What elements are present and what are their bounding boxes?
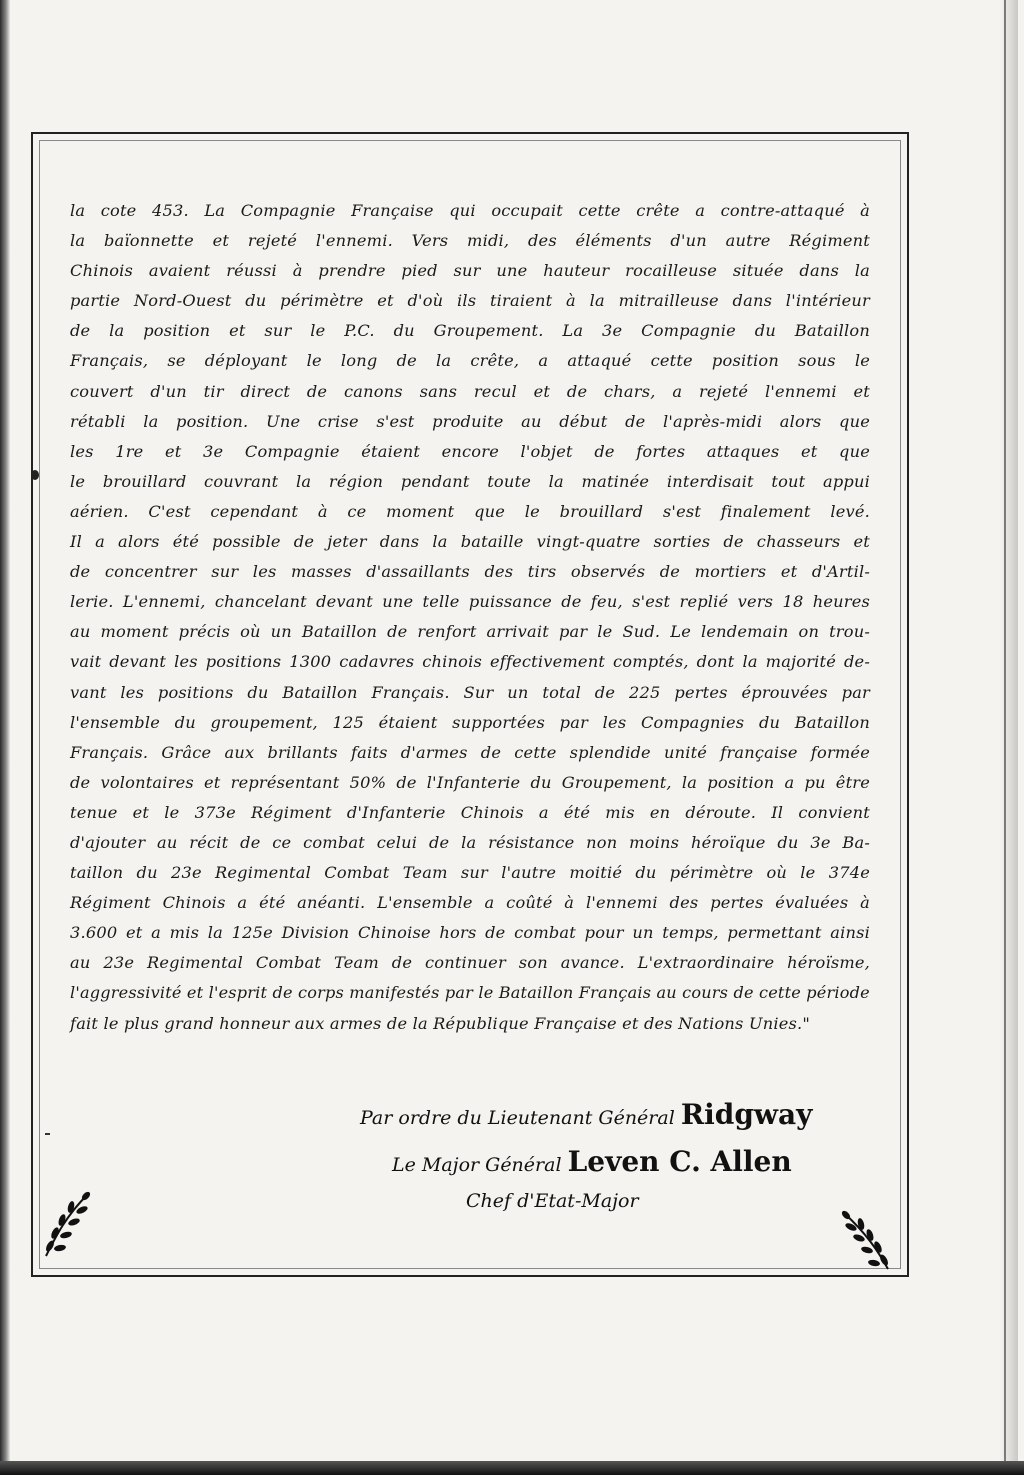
body-text-line: partie Nord-Ouest du périmètre et d'où ils tiraient à la mitrailleuse dans l'intérieur [70,291,870,311]
body-text-line: fait le plus grand honneur aux armes de la République Française et des Nations Unies." [70,1013,810,1033]
body-text-line: vant les positions du Bataillon Français. Sur un total de 225 pertes éprouvées par [70,682,870,702]
laurel-branch-icon [832,1205,898,1275]
body-text-line: au 23e Regimental Combat Team de continuer son avance. L'extraordinaire héroïsme, [70,953,870,973]
body-text-line: de volontaires et représentant 50% de l'Infanterie du Groupement, la position a pu être [70,772,870,792]
signature-major-prefix: Le Major Général [392,1154,562,1176]
body-text-line: rétabli la position. Une crise s'est produite au début de l'après-midi alors que [70,411,870,431]
page-gutter-shadow [0,0,10,1475]
citation-body-text [70,196,870,1039]
signature-name-allen: Leven C. Allen [567,1145,792,1178]
body-text-line: de concentrer sur les masses d'assaillants des tirs observés de mortiers et d'Artil- [70,562,870,582]
signature-order-prefix: Par ordre du Lieutenant Général [360,1107,675,1129]
body-text-line: Français, se déployant le long de la crête, a attaqué cette position sous le [70,351,870,371]
body-text-line: aérien. C'est cependant à ce moment que le brouillard s'est finalement levé. [70,501,870,521]
body-text-line: 3.600 et a mis la 125e Division Chinoise hors de combat pour un temps, permettant ainsi [70,923,870,943]
signature-line-major [392,1145,792,1178]
body-text-line: vait devant les positions 1300 cadavres chinois effectivement comptés, dont la majorité de- [70,652,870,672]
body-text-line: taillon du 23e Regimental Combat Team sur l'autre moitié du périmètre où le 374e [70,863,870,883]
margin-mark [31,470,39,480]
body-text-line: couvert d'un tir direct de canons sans recul et de chars, a rejeté l'ennemi et [70,381,870,401]
body-text-line: la cote 453. La Compagnie Française qui occupait cette crête a contre-attaqué à [70,201,870,220]
margin-tick [45,1133,50,1135]
body-text-line: tenue et le 373e Régiment d'Infanterie Chinois a été mis en déroute. Il convient [70,802,870,822]
body-text-line: lerie. L'ennemi, chancelant devant une telle puissance de feu, s'est replié vers 18 heures [70,592,870,612]
body-text-line: l'aggressivité et l'esprit de corps manifestés par le Bataillon Français au cours de cette période [70,983,870,1003]
body-text-line: Régiment Chinois a été anéanti. L'ensemble a coûté à l'ennemi des pertes évaluées à [70,893,870,913]
body-text-line: d'ajouter au récit de ce combat celui de la résistance non moins héroïque du 3e Ba- [70,832,870,852]
body-text-line: l'ensemble du groupement, 125 étaient supportées par les Compagnies du Bataillon [70,712,870,732]
body-text-line: les 1re et 3e Compagnie étaient encore l'objet de fortes attaques et que [70,441,870,461]
body-text-line: Français. Grâce aux brillants faits d'armes de cette splendide unité française formée [70,742,870,762]
body-text-line: la baïonnette et rejeté l'ennemi. Vers midi, des éléments d'un autre Régiment [70,231,870,251]
page-edge-line [1004,0,1006,1475]
signature-name-ridgway: Ridgway [680,1098,813,1131]
page-bottom-shadow [0,1461,1024,1475]
signature-line-order [360,1098,812,1131]
page-edge [1000,0,1018,1475]
laurel-branch-icon [36,1186,102,1262]
body-text-line: Chinois avaient réussi à prendre pied sur une hauteur rocailleuse située dans la [70,261,870,281]
signature-line-title: Chef d'Etat-Major [466,1190,639,1212]
body-text-line: Il a alors été possible de jeter dans la bataille vingt-quatre sorties de chasseurs et [70,532,870,552]
body-text-line: au moment précis où un Bataillon de renfort arrivait par le Sud. Le lendemain on trou- [70,622,870,642]
body-text-line: le brouillard couvrant la région pendant toute la matinée interdisait tout appui [70,471,870,491]
body-text-line: de la position et sur le P.C. du Groupement. La 3e Compagnie du Bataillon [70,321,870,341]
